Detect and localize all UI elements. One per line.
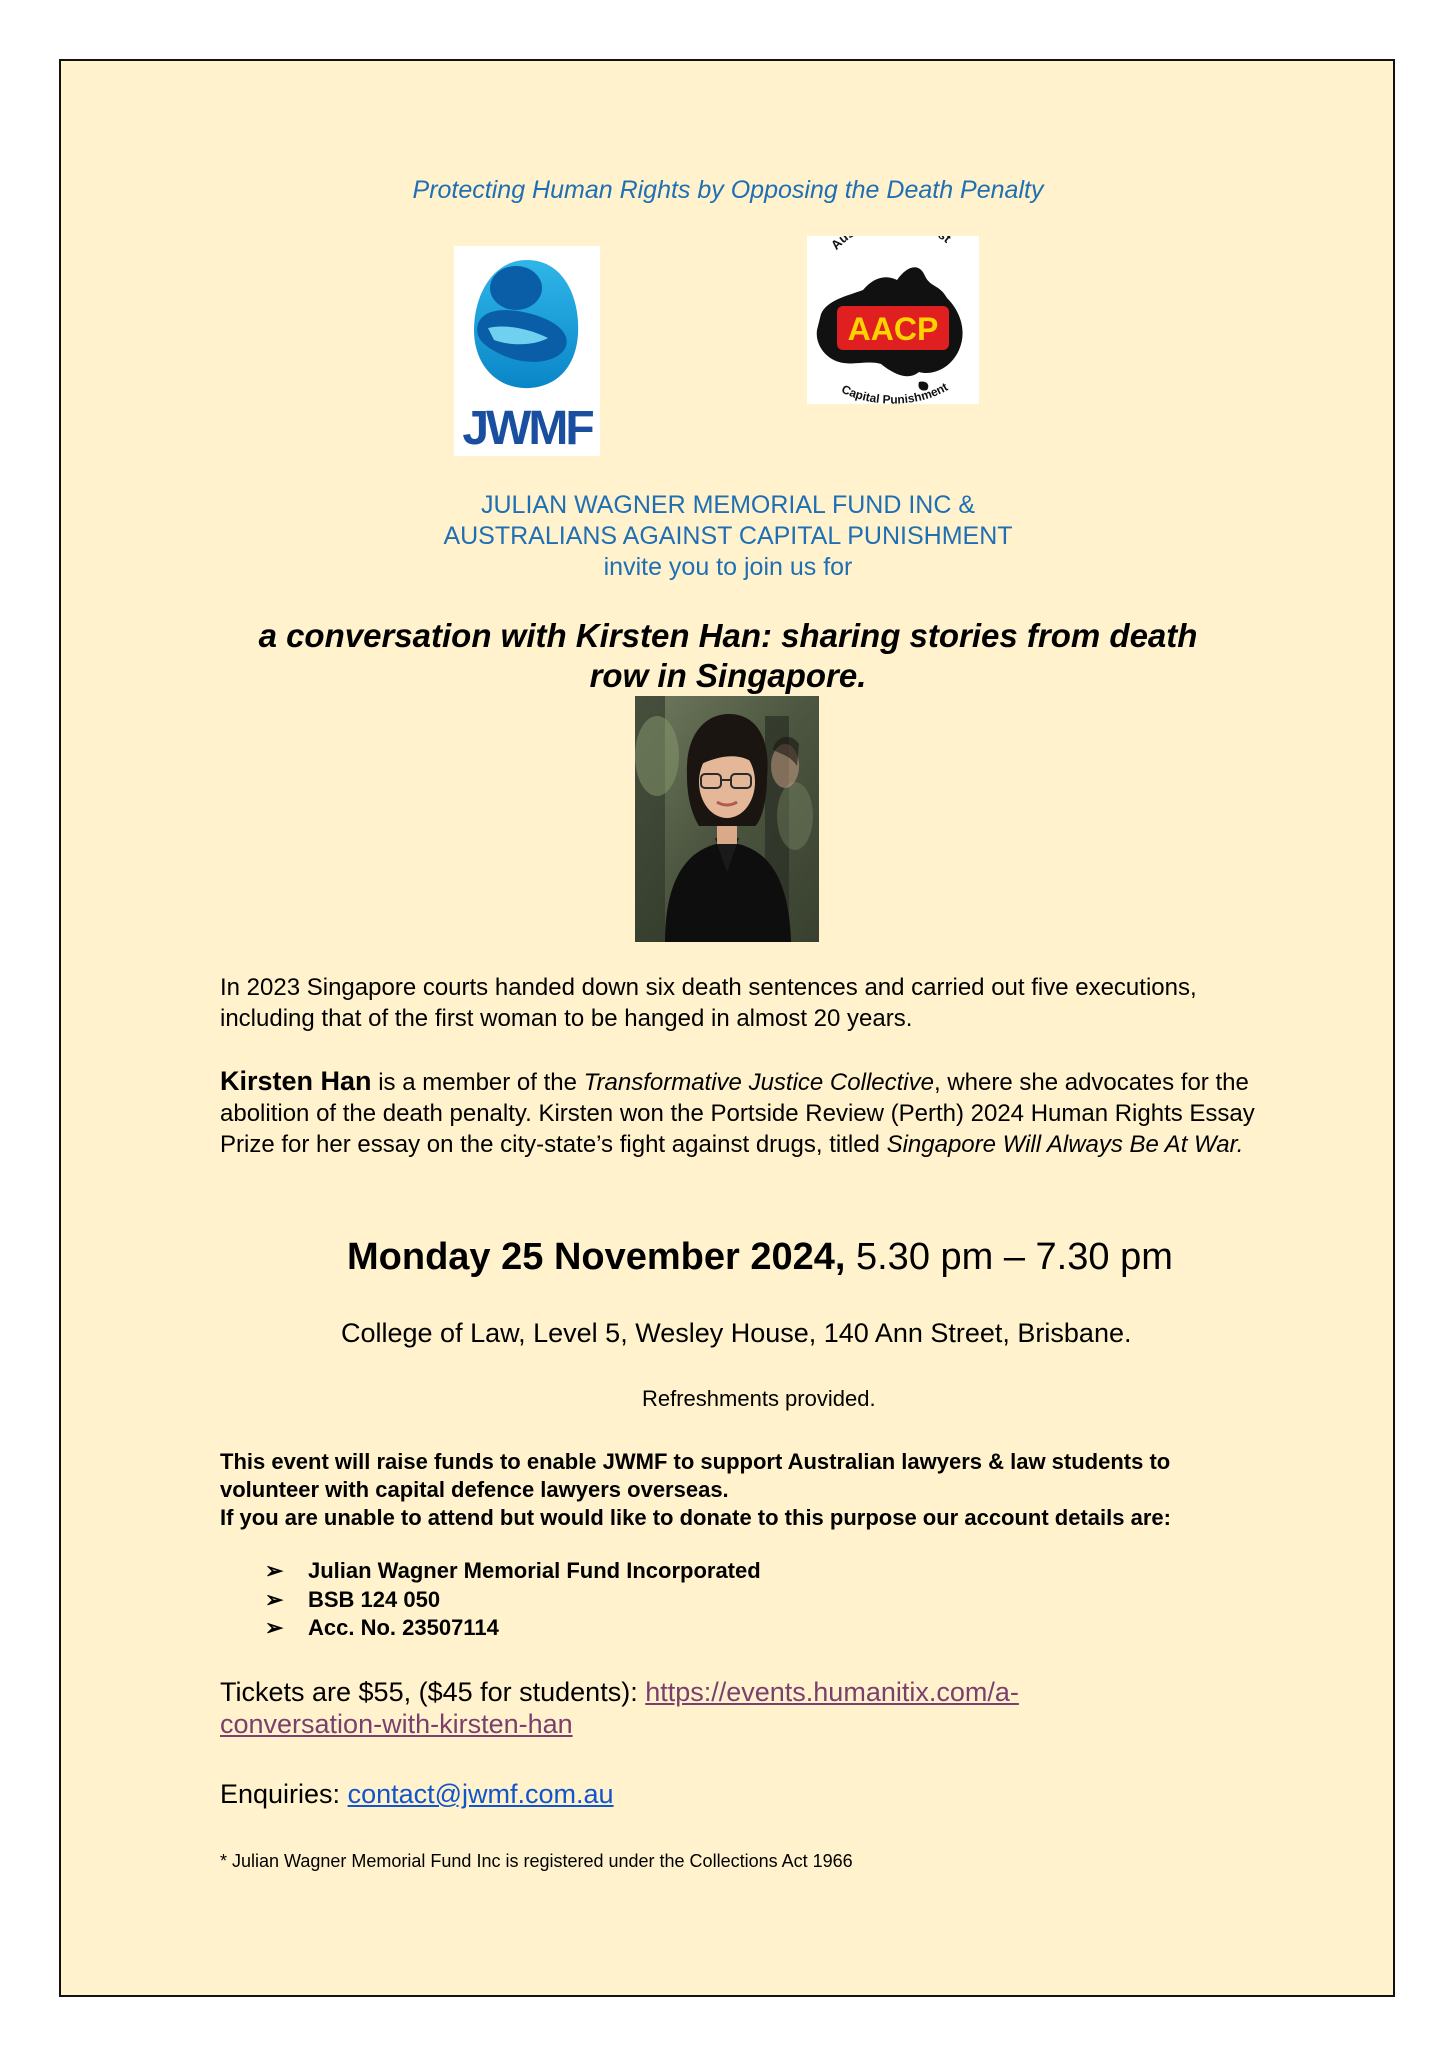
bio-text-2: , where she advocates for the abolition of the death penalty. Kirsten won the Portside Review (Perth) 2024 Human Rights Essay Prize for her essay on the city-state’s fight against drugs, titled bbox=[220, 1069, 1255, 1158]
tickets-link[interactable]: https://events.humanitix.com/a- conversation-with-kirsten-han bbox=[220, 1677, 1019, 1739]
account-name: Julian Wagner Memorial Fund Incorporated bbox=[308, 1558, 761, 1583]
org-line-1: JULIAN WAGNER MEMORIAL FUND INC & bbox=[480, 491, 976, 519]
list-item bbox=[265, 1586, 761, 1615]
footnote: * Julian Wagner Memorial Fund Inc is registered under the Collections Act 1966 bbox=[220, 1851, 853, 1871]
fundraising-line-2: If you are unable to attend but would like to donate to this purpose our account details are: bbox=[220, 1505, 1171, 1530]
essay-title: Singapore Will Always Be At War. bbox=[886, 1131, 1244, 1158]
fundraising-note bbox=[220, 1448, 1260, 1532]
intro-paragraph: In 2023 Singapore courts handed down six death sentences and carried out five executions, including that of the first woman to be hanged in almost 20 years. bbox=[220, 974, 1197, 1032]
event-title-line-1: a conversation with Kirsten Han: sharing stories from death bbox=[258, 617, 1198, 654]
australia-map-icon bbox=[807, 236, 979, 404]
enquiries-label: Enquiries: bbox=[220, 1779, 348, 1809]
event-date bbox=[347, 1236, 1173, 1279]
event-title bbox=[0, 616, 1456, 696]
svg-text:Australians Against bbox=[828, 236, 955, 253]
event-date-time: 5.30 pm – 7.30 pm bbox=[845, 1236, 1173, 1278]
contact-email-link[interactable]: contact@jwmf.com.au bbox=[347, 1779, 614, 1809]
enquiries-info bbox=[220, 1779, 614, 1810]
speaker-name: Kirsten Han bbox=[220, 1066, 372, 1096]
bio-organisation: Transformative Justice Collective bbox=[583, 1069, 934, 1096]
jwmf-emblem-icon bbox=[454, 246, 600, 456]
jwmf-logo-text: JWMF bbox=[462, 402, 592, 455]
aacp-abbrev-text: AACP bbox=[847, 311, 939, 347]
list-item bbox=[265, 1614, 761, 1643]
tickets-info bbox=[220, 1676, 1280, 1740]
aacp-top-text: Au t bbox=[827, 236, 955, 253]
arrow-bullet-icon: ➢ bbox=[265, 1558, 284, 1583]
bio-text-1: is a member of the bbox=[371, 1069, 584, 1096]
org-line-2: AUSTRALIANS AGAINST CAPITAL PUNISHMENT bbox=[443, 522, 1013, 550]
aacp-logo bbox=[807, 236, 979, 404]
person-portrait-icon bbox=[635, 696, 819, 942]
jwmf-logo bbox=[454, 246, 600, 456]
aacp-bottom-text: Capital Punishment bbox=[839, 379, 951, 404]
account-bsb: BSB 124 050 bbox=[308, 1586, 441, 1612]
bio-paragraph bbox=[220, 1066, 1260, 1160]
account-details-list bbox=[265, 1557, 761, 1643]
list-item bbox=[265, 1557, 761, 1586]
tickets-price-text: Tickets are $55, ($45 for students): bbox=[220, 1677, 646, 1707]
event-venue: College of Law, Level 5, Wesley House, 140 Ann Street, Brisbane. bbox=[341, 1318, 1132, 1348]
svg-text:Capital Punishment bbox=[839, 380, 950, 404]
arrow-bullet-icon: ➢ bbox=[265, 1586, 284, 1612]
tagline: Protecting Human Rights by Opposing the Death Penalty bbox=[412, 176, 1044, 204]
account-number: Acc. No. 23507114 bbox=[308, 1615, 499, 1640]
org-line-3: invite you to join us for bbox=[603, 553, 853, 581]
fundraising-line-1: This event will raise funds to enable JWMF to support Australian lawyers & law students to volunteer with capital defence lawyers overseas. bbox=[220, 1449, 1171, 1502]
arrow-bullet-icon: ➢ bbox=[265, 1615, 284, 1640]
event-title-line-2: row in Singapore. bbox=[589, 657, 867, 694]
event-date-day: Monday 25 November 2024, bbox=[347, 1236, 846, 1278]
speaker-photo bbox=[635, 696, 819, 942]
refreshments-note: Refreshments provided. bbox=[642, 1386, 876, 1411]
